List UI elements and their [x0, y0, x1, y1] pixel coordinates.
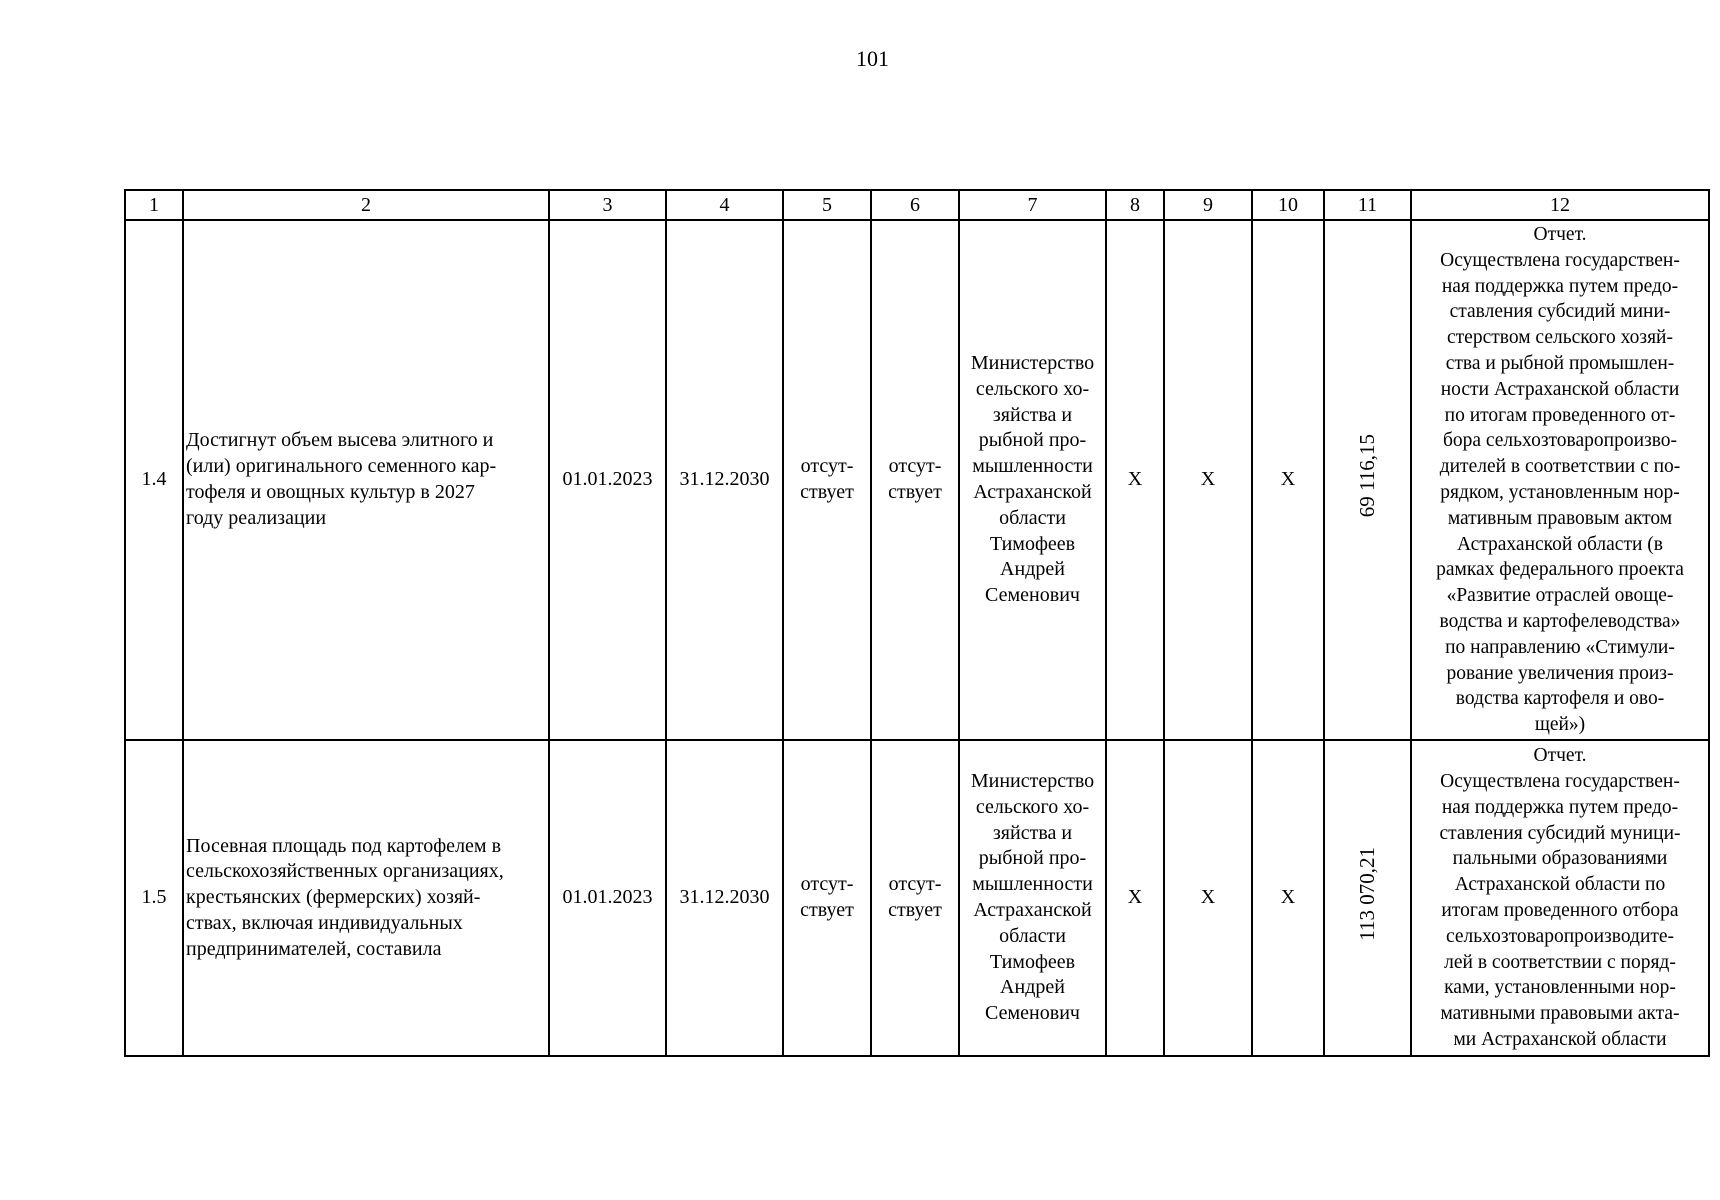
amount-cell: [1324, 740, 1411, 1056]
column-8-value: X: [1106, 740, 1164, 1056]
responsible-executor: Министерство сельского хо- зяйства и рыбной про- мышленности Астраханской области Тимофеев Андрей Семенович: [959, 740, 1106, 1056]
row-number: 1.4: [125, 220, 183, 740]
column-10-value: X: [1252, 220, 1324, 740]
header-row: [125, 190, 1709, 220]
table-row: [125, 220, 1709, 740]
column-5-value: отсут- ствует: [783, 220, 871, 740]
column-header: 2: [183, 190, 549, 220]
column-5-value: отсут- ствует: [783, 740, 871, 1056]
column-10-value: X: [1252, 740, 1324, 1056]
column-header: 10: [1252, 190, 1324, 220]
column-8-value: X: [1106, 220, 1164, 740]
column-9-value: X: [1164, 740, 1252, 1056]
column-header: 5: [783, 190, 871, 220]
end-date: 31.12.2030: [666, 220, 783, 740]
report-text: Отчет. Осуществлена государствен- ная поддержка путем предо- ставления субсидий муници- пальными образованиями Астраханской области по итогам проведенного отбора сельхозтоваропроизводите- лей в соответствии с поряд- ками, установленными нор- мативными правовыми акта- ми Астраханской области: [1411, 740, 1709, 1056]
column-9-value: X: [1164, 220, 1252, 740]
end-date: 31.12.2030: [666, 740, 783, 1056]
column-header: 6: [871, 190, 959, 220]
column-header: 11: [1324, 190, 1411, 220]
column-6-value: отсут- ствует: [871, 220, 959, 740]
column-header: 8: [1106, 190, 1164, 220]
column-header: 3: [549, 190, 666, 220]
report-text: Отчет. Осуществлена государствен- ная поддержка путем предо- ставления субсидий мини- стерством сельского хозяй- ства и рыбной промышлен- ности Астраханской области по итогам проведенного от- бора сельхозтоваропроизво- дителей в соответствии с по- рядком, установленным нор- мативным правовым актом Астраханской области (в рамках федерального проекта «Развитие отраслей овоще- водства и картофелеводства» по направлению «Стимули- рование увеличения произ- водства картофеля и ово- щей»): [1411, 220, 1709, 740]
column-header: 9: [1164, 190, 1252, 220]
column-6-value: отсут- ствует: [871, 740, 959, 1056]
column-header: 12: [1411, 190, 1709, 220]
column-header: 7: [959, 190, 1106, 220]
start-date: 01.01.2023: [549, 740, 666, 1056]
page-number: 101: [856, 46, 889, 71]
start-date: 01.01.2023: [549, 220, 666, 740]
row-number: 1.5: [125, 740, 183, 1056]
column-header: 1: [125, 190, 183, 220]
amount-value: 69 116,15: [1354, 434, 1379, 518]
result-description: Посевная площадь под картофелем в сельскохозяйственных организациях, крестьянских (фермерских) хозяй- ствах, включая индивидуальных предпринимателей, составила: [183, 740, 549, 1056]
amount-cell: [1324, 220, 1411, 740]
column-header: 4: [666, 190, 783, 220]
responsible-executor: Министерство сельского хо- зяйства и рыбной про- мышленности Астраханской области Тимофеев Андрей Семенович: [959, 220, 1106, 740]
measures-table: [124, 189, 1710, 1057]
amount-value: 113 070,21: [1354, 847, 1379, 941]
result-description: Достигнут объем высева элитного и (или) оригинального семенного кар- тофеля и овощных культур в 2027 году реализации: [183, 220, 549, 740]
table-row: [125, 740, 1709, 1056]
